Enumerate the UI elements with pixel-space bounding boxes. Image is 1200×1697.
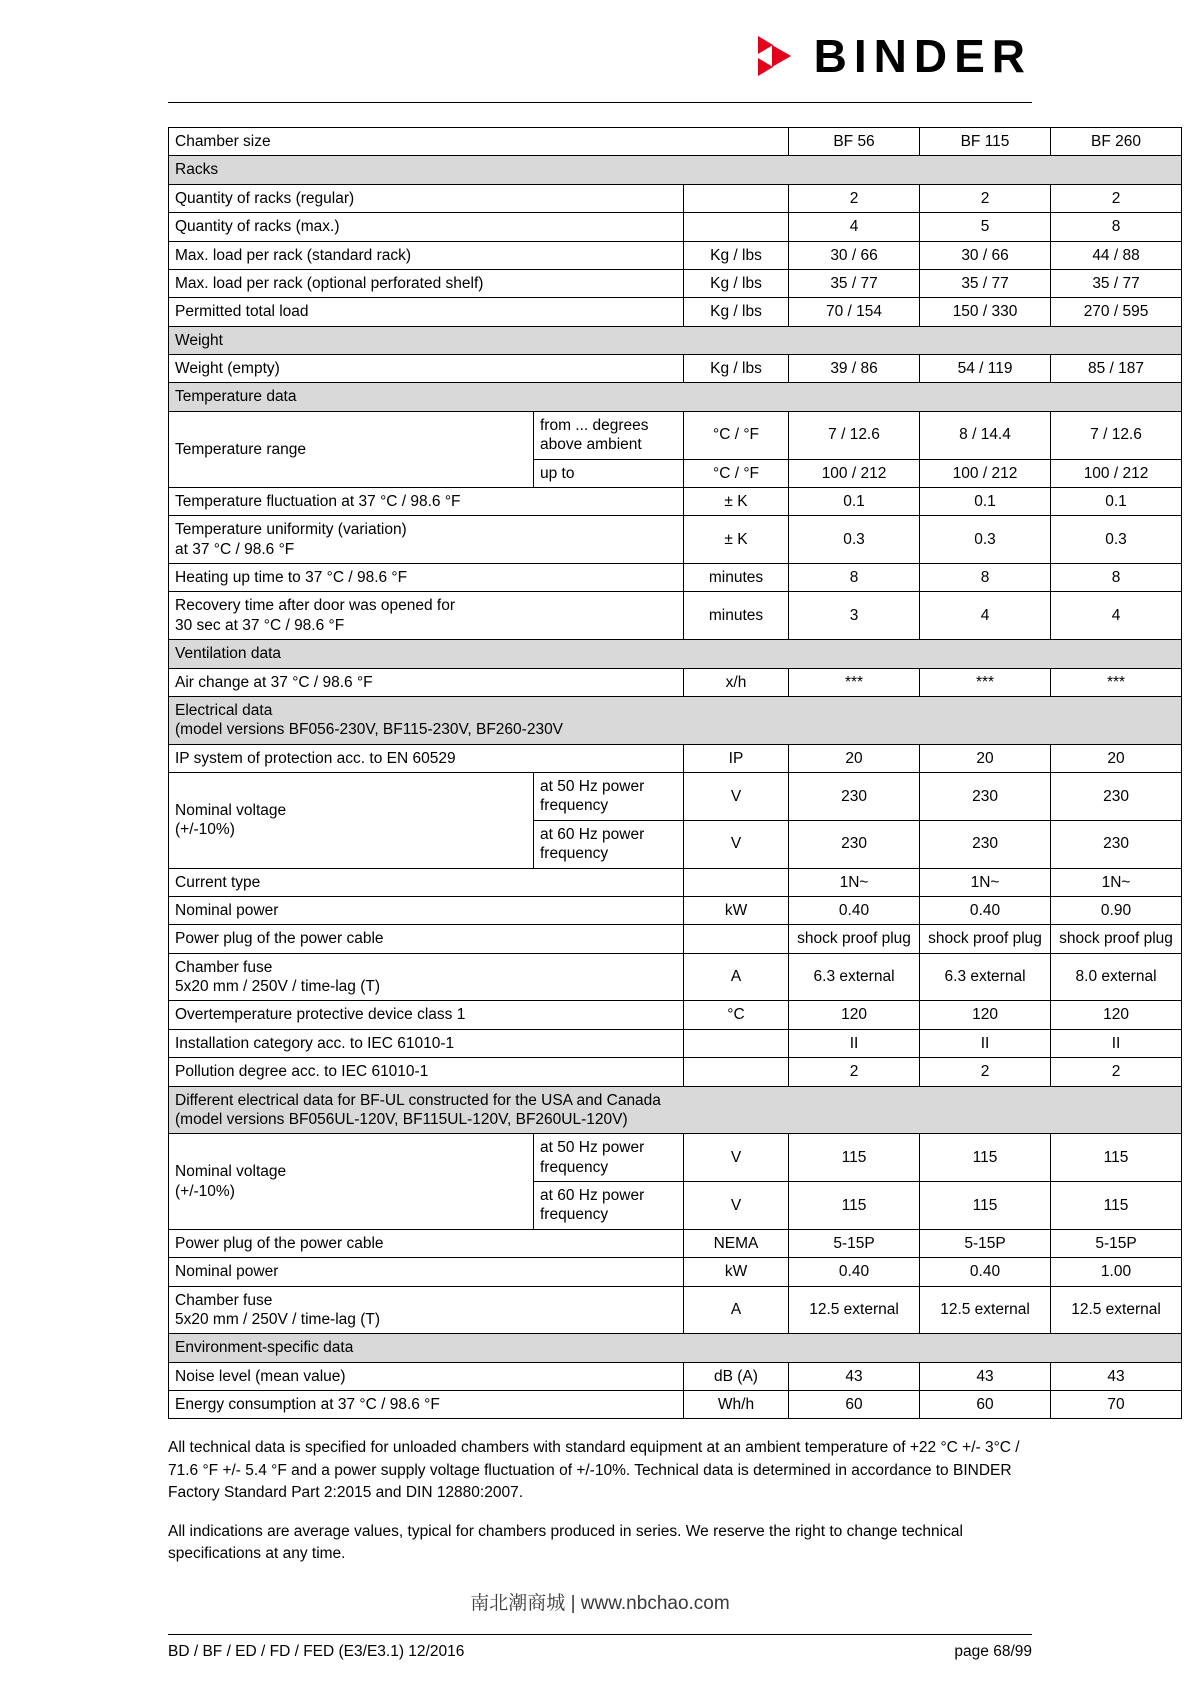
row-label: Nominal power: [169, 896, 684, 924]
row-value: 7 / 12.6: [789, 411, 920, 459]
row-unit: V: [684, 773, 789, 821]
row-label: Air change at 37 °C / 98.6 °F: [169, 668, 684, 696]
row-unit: dB (A): [684, 1362, 789, 1390]
row-value: 115: [789, 1134, 920, 1182]
row-unit: V: [684, 820, 789, 868]
table-row: [169, 564, 1182, 592]
row-value: 115: [1051, 1134, 1182, 1182]
footer-page-number: page 68/99: [954, 1643, 1032, 1660]
section-title: Electrical data (model versions BF056-230V, BF115-230V, BF260-230V: [169, 696, 1182, 744]
specification-table: [168, 127, 1182, 1419]
row-value: 35 / 77: [789, 269, 920, 297]
row-unit: [684, 184, 789, 212]
row-sublabel: up to: [534, 459, 684, 487]
row-unit: minutes: [684, 564, 789, 592]
row-value: 6.3 external: [789, 953, 920, 1001]
row-value: 35 / 77: [1051, 269, 1182, 297]
row-unit: A: [684, 953, 789, 1001]
row-label: Nominal power: [169, 1258, 684, 1286]
row-label: Power plug of the power cable: [169, 1229, 684, 1257]
row-value: 0.3: [1051, 516, 1182, 564]
table-row: [169, 1029, 1182, 1057]
row-value: 2: [1051, 1058, 1182, 1086]
table-section-row: [169, 696, 1182, 744]
row-value: 20: [789, 744, 920, 772]
table-row: [169, 1362, 1182, 1390]
row-value: 35 / 77: [920, 269, 1051, 297]
row-label: Permitted total load: [169, 298, 684, 326]
row-label: Power plug of the power cable: [169, 925, 684, 953]
row-sublabel: from ... degrees above ambient: [534, 411, 684, 459]
row-unit: V: [684, 1182, 789, 1230]
row-label: Nominal voltage (+/-10%): [169, 1134, 534, 1230]
row-label: Chamber fuse 5x20 mm / 250V / time-lag (T): [169, 1286, 684, 1334]
row-label: Noise level (mean value): [169, 1362, 684, 1390]
binder-triangles-icon: [758, 35, 804, 77]
row-value: II: [920, 1029, 1051, 1057]
row-value: 8: [1051, 564, 1182, 592]
note-paragraph-2: All indications are average values, typical for chambers produced in series. We reserve the right to change technical specifications at any time.: [168, 1522, 963, 1563]
row-unit: IP: [684, 744, 789, 772]
row-label: Quantity of racks (regular): [169, 184, 684, 212]
table-section-row: [169, 326, 1182, 354]
row-value: 100 / 212: [920, 459, 1051, 487]
row-value: 100 / 212: [1051, 459, 1182, 487]
table-row: [169, 516, 1182, 564]
binder-wordmark: BINDER: [813, 30, 1032, 82]
row-value: ***: [789, 668, 920, 696]
row-value: 1N~: [1051, 868, 1182, 896]
row-unit: NEMA: [684, 1229, 789, 1257]
page-header: [0, 0, 1200, 88]
row-label: Temperature fluctuation at 37 °C / 98.6 °F: [169, 487, 684, 515]
table-row: [169, 773, 1182, 821]
table-section-row: [169, 640, 1182, 668]
table-row: [169, 925, 1182, 953]
table-row: [169, 953, 1182, 1001]
section-title: Different electrical data for BF-UL constructed for the USA and Canada (model versions BF056UL-120V, BF115UL-120V, BF260UL-120V): [169, 1086, 1182, 1134]
section-title: Temperature data: [169, 383, 1182, 411]
row-value: 2: [789, 184, 920, 212]
row-label: Nominal voltage (+/-10%): [169, 773, 534, 869]
table-row: [169, 1286, 1182, 1334]
row-value: 0.90: [1051, 896, 1182, 924]
row-value: 270 / 595: [1051, 298, 1182, 326]
row-value: 7 / 12.6: [1051, 411, 1182, 459]
row-value: 0.40: [789, 896, 920, 924]
row-value: 0.40: [789, 1258, 920, 1286]
section-title: Racks: [169, 156, 1182, 184]
section-title: Ventilation data: [169, 640, 1182, 668]
row-unit: Kg / lbs: [684, 269, 789, 297]
footer-divider: [168, 1634, 1032, 1635]
row-value: 230: [1051, 820, 1182, 868]
row-value: 0.1: [1051, 487, 1182, 515]
row-value: 0.3: [789, 516, 920, 564]
column-header-label: Chamber size: [169, 128, 789, 156]
row-value: 0.3: [920, 516, 1051, 564]
row-label: Max. load per rack (standard rack): [169, 241, 684, 269]
section-title: Weight: [169, 326, 1182, 354]
row-value: ***: [1051, 668, 1182, 696]
row-unit: °C: [684, 1001, 789, 1029]
row-value: 20: [1051, 744, 1182, 772]
table-row: [169, 184, 1182, 212]
row-value: 120: [789, 1001, 920, 1029]
row-value: 4: [789, 213, 920, 241]
row-value: 3: [789, 592, 920, 640]
row-value: 60: [920, 1391, 1051, 1419]
table-row: [169, 411, 1182, 459]
row-sublabel: at 60 Hz power frequency: [534, 1182, 684, 1230]
row-value: ***: [920, 668, 1051, 696]
row-value: shock proof plug: [1051, 925, 1182, 953]
row-value: 4: [920, 592, 1051, 640]
row-value: 120: [920, 1001, 1051, 1029]
table-row: [169, 298, 1182, 326]
row-label: Installation category acc. to IEC 61010-1: [169, 1029, 684, 1057]
table-row: [169, 1391, 1182, 1419]
row-unit: Wh/h: [684, 1391, 789, 1419]
row-unit: kW: [684, 896, 789, 924]
row-unit: [684, 925, 789, 953]
row-value: 8 / 14.4: [920, 411, 1051, 459]
row-label: Heating up time to 37 °C / 98.6 °F: [169, 564, 684, 592]
row-value: 5-15P: [920, 1229, 1051, 1257]
row-value: 230: [1051, 773, 1182, 821]
row-unit: [684, 1058, 789, 1086]
row-unit: ± K: [684, 487, 789, 515]
row-label: Energy consumption at 37 °C / 98.6 °F: [169, 1391, 684, 1419]
row-value: 43: [1051, 1362, 1182, 1390]
row-value: shock proof plug: [789, 925, 920, 953]
table-row: [169, 1001, 1182, 1029]
row-value: 0.1: [920, 487, 1051, 515]
row-value: 115: [920, 1182, 1051, 1230]
row-unit: [684, 868, 789, 896]
row-unit: °C / °F: [684, 459, 789, 487]
row-value: 0.40: [920, 896, 1051, 924]
row-value: 2: [920, 1058, 1051, 1086]
row-value: 4: [1051, 592, 1182, 640]
row-label: Chamber fuse 5x20 mm / 250V / time-lag (T): [169, 953, 684, 1001]
row-sublabel: at 50 Hz power frequency: [534, 773, 684, 821]
row-value: 8: [920, 564, 1051, 592]
row-unit: V: [684, 1134, 789, 1182]
row-unit: ± K: [684, 516, 789, 564]
row-label: IP system of protection acc. to EN 60529: [169, 744, 684, 772]
row-label: Pollution degree acc. to IEC 61010-1: [169, 1058, 684, 1086]
row-value: 44 / 88: [1051, 241, 1182, 269]
row-value: 8: [1051, 213, 1182, 241]
row-value: 230: [920, 773, 1051, 821]
table-row: [169, 355, 1182, 383]
row-value: 5: [920, 213, 1051, 241]
column-header-model: BF 56: [789, 128, 920, 156]
row-sublabel: at 50 Hz power frequency: [534, 1134, 684, 1182]
technical-notes: [168, 1437, 1032, 1565]
row-value: shock proof plug: [920, 925, 1051, 953]
row-sublabel: at 60 Hz power frequency: [534, 820, 684, 868]
row-value: 43: [920, 1362, 1051, 1390]
row-label: Overtemperature protective device class 1: [169, 1001, 684, 1029]
row-label: Temperature uniformity (variation) at 37 °C / 98.6 °F: [169, 516, 684, 564]
row-value: 115: [1051, 1182, 1182, 1230]
row-value: 1.00: [1051, 1258, 1182, 1286]
table-header-row: [169, 128, 1182, 156]
row-value: 20: [920, 744, 1051, 772]
row-unit: [684, 213, 789, 241]
column-header-model: BF 115: [920, 128, 1051, 156]
row-label: Max. load per rack (optional perforated shelf): [169, 269, 684, 297]
table-row: [169, 241, 1182, 269]
row-value: 115: [920, 1134, 1051, 1182]
table-row: [169, 487, 1182, 515]
table-row: [169, 744, 1182, 772]
table-row: [169, 592, 1182, 640]
row-value: 30 / 66: [789, 241, 920, 269]
row-value: 70: [1051, 1391, 1182, 1419]
watermark-text: 南北潮商城 | www.nbchao.com: [470, 1592, 730, 1614]
row-unit: °C / °F: [684, 411, 789, 459]
row-value: 5-15P: [1051, 1229, 1182, 1257]
row-value: 39 / 86: [789, 355, 920, 383]
row-value: 12.5 external: [1051, 1286, 1182, 1334]
table-row: [169, 1134, 1182, 1182]
table-row: [169, 868, 1182, 896]
page-footer: [168, 1634, 1032, 1661]
row-unit: x/h: [684, 668, 789, 696]
row-unit: minutes: [684, 592, 789, 640]
row-value: 30 / 66: [920, 241, 1051, 269]
row-value: 115: [789, 1182, 920, 1230]
row-unit: A: [684, 1286, 789, 1334]
row-value: 54 / 119: [920, 355, 1051, 383]
note-paragraph-1: All technical data is specified for unloaded chambers with standard equipment at an ambient temperature of +22 °C +/- 3°C / 71.6 °F +/- 5.4 °F and a power supply voltage fluctuation of +/-10%. Technical data is determined in accordance to BINDER Factory Standard Part 2:2015 and DIN 12880:2007.: [168, 1439, 1020, 1502]
row-value: 12.5 external: [920, 1286, 1051, 1334]
section-title: Environment-specific data: [169, 1334, 1182, 1362]
row-value: 6.3 external: [920, 953, 1051, 1001]
row-value: 230: [789, 773, 920, 821]
row-value: 8: [789, 564, 920, 592]
binder-logo: [168, 28, 1032, 84]
row-value: 85 / 187: [1051, 355, 1182, 383]
table-section-row: [169, 383, 1182, 411]
row-label: Current type: [169, 868, 684, 896]
row-value: 100 / 212: [789, 459, 920, 487]
header-divider: [168, 102, 1032, 103]
table-row: [169, 896, 1182, 924]
column-header-model: BF 260: [1051, 128, 1182, 156]
row-value: 2: [789, 1058, 920, 1086]
row-value: II: [1051, 1029, 1182, 1057]
row-label: Recovery time after door was opened for 30 sec at 37 °C / 98.6 °F: [169, 592, 684, 640]
row-label: Weight (empty): [169, 355, 684, 383]
row-value: 70 / 154: [789, 298, 920, 326]
row-value: 60: [789, 1391, 920, 1419]
row-unit: Kg / lbs: [684, 355, 789, 383]
table-row: [169, 269, 1182, 297]
row-value: II: [789, 1029, 920, 1057]
row-value: 12.5 external: [789, 1286, 920, 1334]
table-row: [169, 1229, 1182, 1257]
table-row: [169, 213, 1182, 241]
row-value: 150 / 330: [920, 298, 1051, 326]
table-row: [169, 668, 1182, 696]
row-value: 5-15P: [789, 1229, 920, 1257]
row-label: Temperature range: [169, 411, 534, 487]
row-label: Quantity of racks (max.): [169, 213, 684, 241]
table-section-row: [169, 1086, 1182, 1134]
table-section-row: [169, 156, 1182, 184]
row-value: 2: [1051, 184, 1182, 212]
row-value: 2: [920, 184, 1051, 212]
table-row: [169, 1258, 1182, 1286]
row-value: 1N~: [789, 868, 920, 896]
row-value: 230: [789, 820, 920, 868]
row-value: 0.40: [920, 1258, 1051, 1286]
row-unit: Kg / lbs: [684, 298, 789, 326]
specification-table-wrapper: [168, 127, 1173, 1419]
row-value: 0.1: [789, 487, 920, 515]
footer-document-code: BD / BF / ED / FD / FED (E3/E3.1) 12/2016: [168, 1643, 465, 1660]
row-unit: Kg / lbs: [684, 241, 789, 269]
row-value: 8.0 external: [1051, 953, 1182, 1001]
row-value: 1N~: [920, 868, 1051, 896]
row-value: 230: [920, 820, 1051, 868]
table-section-row: [169, 1334, 1182, 1362]
row-unit: [684, 1029, 789, 1057]
row-value: 43: [789, 1362, 920, 1390]
row-value: 120: [1051, 1001, 1182, 1029]
row-unit: kW: [684, 1258, 789, 1286]
table-row: [169, 1058, 1182, 1086]
